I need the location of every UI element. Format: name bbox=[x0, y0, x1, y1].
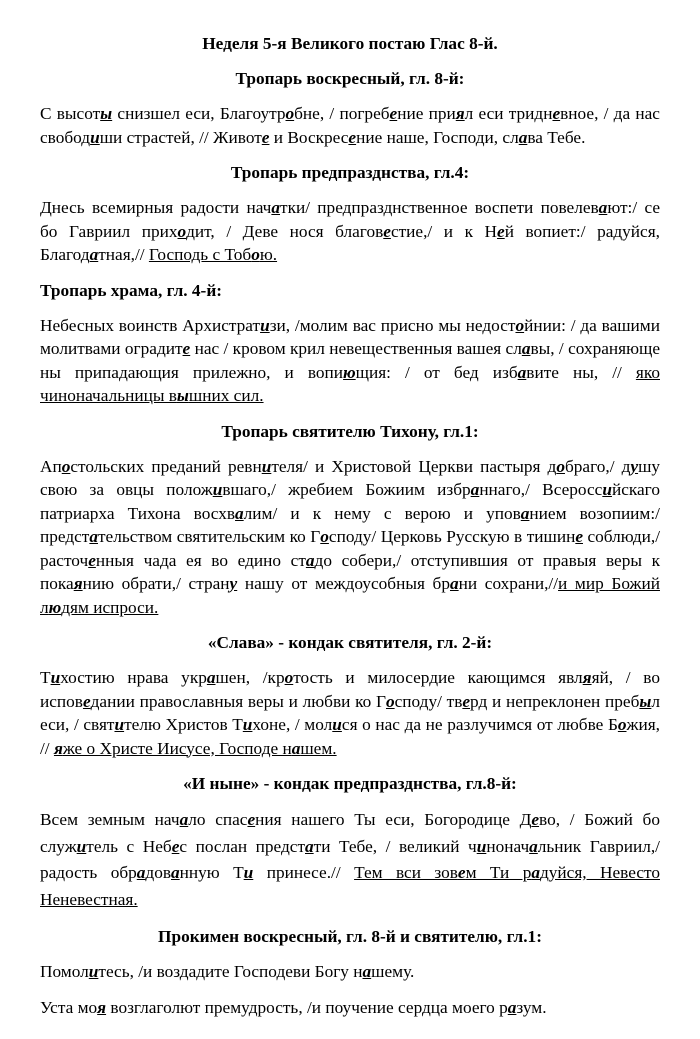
text-run: браго,/ д bbox=[564, 456, 631, 476]
text-run: тость и милосердие кающимся явл bbox=[293, 668, 583, 687]
stress-mark: а bbox=[507, 997, 517, 1017]
text-run: ния нашего Ты еси, Богородице Д bbox=[255, 810, 532, 829]
stress-mark: е bbox=[389, 104, 398, 123]
section-paragraph bbox=[40, 314, 660, 408]
text-run: возглаголют премудрость, /и поучение сердца моего р bbox=[106, 997, 508, 1017]
text-run: ти Тебе, / великий ч bbox=[313, 836, 477, 856]
stress-mark: о bbox=[61, 456, 71, 476]
text-run: жия, // bbox=[40, 715, 660, 758]
underlined-text: м Ти р bbox=[465, 863, 532, 882]
stress-mark: а bbox=[89, 527, 98, 546]
stress-mark: е bbox=[348, 127, 357, 147]
text-run: йнии: / да вашими молитвами оградит bbox=[40, 315, 660, 358]
stress-mark: ю bbox=[343, 362, 356, 382]
text-run: шу свою за овцы полож bbox=[40, 456, 661, 499]
stress-mark: а bbox=[518, 127, 528, 147]
section-heading: Тропарь воскресный, гл. 8-й: bbox=[235, 69, 465, 88]
document-body bbox=[40, 67, 660, 1019]
stress-mark: е bbox=[497, 221, 505, 241]
text-run: шему. bbox=[371, 962, 415, 981]
stress-mark: о bbox=[320, 527, 329, 546]
text-run: ва Тебе. bbox=[527, 127, 586, 147]
stress-mark: е bbox=[531, 810, 540, 829]
stress-mark: а bbox=[206, 668, 216, 687]
stress-mark: а bbox=[89, 245, 99, 264]
stress-mark: о bbox=[515, 315, 525, 335]
stress-mark: я bbox=[455, 104, 465, 123]
stress-mark: я bbox=[97, 997, 107, 1017]
stress-mark: ю bbox=[48, 597, 62, 617]
text-run: ние наше, Господи, сл bbox=[356, 127, 519, 147]
stress-mark: я bbox=[73, 574, 83, 593]
text-run: ни сохрани,// bbox=[458, 574, 559, 593]
text-run: тки/ предпразднственное воспети повелев bbox=[280, 198, 599, 217]
stress-mark: а bbox=[362, 962, 372, 981]
text-run: до собери,/ отступившия от правыя веры к пока bbox=[40, 550, 660, 593]
stress-mark: а bbox=[517, 362, 527, 382]
text-run: Днесь всемирныя радости нач bbox=[40, 198, 272, 217]
text-run: ют:/ се бо Гавриил прих bbox=[40, 198, 660, 241]
stress-mark: и bbox=[76, 836, 87, 856]
stress-mark: а bbox=[470, 480, 480, 499]
text-run: дит, / Деве нося благов bbox=[186, 221, 384, 241]
stress-mark: а bbox=[521, 339, 531, 358]
stress-mark: а bbox=[531, 863, 540, 882]
section-paragraph bbox=[40, 102, 660, 149]
text-run: йскаго патриарха Тихона восхв bbox=[40, 480, 660, 523]
text-run: шен, /кр bbox=[215, 668, 285, 687]
text-run: нию обрати,/ стран bbox=[82, 574, 230, 593]
stress-mark: о bbox=[285, 104, 295, 123]
text-run: сподy/ тв bbox=[394, 691, 463, 711]
underlined-text: Тем вси зов bbox=[354, 863, 458, 882]
stress-mark: а bbox=[305, 550, 315, 570]
section-heading: Тропарь святителю Тихону, гл.1: bbox=[221, 421, 479, 441]
underlined-text: Господь с Тоб bbox=[148, 245, 252, 264]
section-heading: «И ныне» - кондак предпразднства, гл.8-й: bbox=[183, 774, 517, 793]
text-run: лим/ и к нему с верою и упов bbox=[243, 503, 521, 523]
stress-mark: е bbox=[182, 339, 191, 358]
text-run: нонач bbox=[486, 836, 530, 856]
text-run: нную Т bbox=[179, 863, 244, 882]
stress-mark: а bbox=[305, 836, 314, 856]
text-run: л еси, / свят bbox=[40, 691, 660, 734]
text-run: вное, / да нас свобод bbox=[40, 104, 660, 147]
text-run: зум. bbox=[516, 997, 547, 1017]
stress-mark: а bbox=[179, 810, 189, 829]
stress-mark: е bbox=[383, 221, 391, 241]
text-run: ние при bbox=[397, 104, 456, 123]
text-run: Уста мо bbox=[40, 997, 98, 1017]
text-run: телю Христов Т bbox=[124, 715, 243, 734]
stress-mark: и bbox=[476, 836, 487, 856]
stress-mark: е bbox=[575, 527, 583, 546]
text-run: с послан предст bbox=[179, 836, 305, 856]
text-run: вшаго,/ жребием Божиим избр bbox=[222, 480, 471, 499]
text-run: снизшел еси, Благоутр bbox=[112, 104, 286, 123]
stress-mark: о bbox=[251, 245, 260, 264]
stress-mark: о bbox=[617, 715, 627, 734]
underlined-text: шем. bbox=[300, 738, 337, 758]
section-heading: Тропарь храма, гл. 4-й: bbox=[40, 280, 223, 300]
stress-mark: о bbox=[284, 668, 294, 687]
stress-mark: е bbox=[462, 691, 471, 711]
stress-mark: ы bbox=[100, 104, 113, 123]
stress-mark: о bbox=[385, 691, 395, 711]
text-run: ся о нас да не разлучимся от любве Б bbox=[341, 715, 618, 734]
stress-mark: а bbox=[291, 738, 301, 758]
stress-mark: о bbox=[556, 456, 565, 476]
text-run: нас / кровом крил невещественныя вашея сл bbox=[190, 339, 522, 358]
text-run: й вопиет:/ радуйся, Благод bbox=[40, 221, 660, 264]
text-run: Небесных воинств Архистрат bbox=[40, 315, 261, 335]
underlined-text: и мир Божий л bbox=[40, 574, 660, 617]
stress-mark: а bbox=[520, 503, 530, 523]
text-run: теля/ и Христовой Церкви пастыря д bbox=[271, 456, 557, 476]
text-run: льник Гавриил,/ радость обр bbox=[40, 836, 660, 882]
underlined-text: дуйся, Невесто Неневестная. bbox=[40, 863, 660, 909]
text-run: ши страстей, // Живот bbox=[99, 127, 262, 147]
text-run: вы, / сохраняюще ны припадающия прилежно, и вопи bbox=[40, 339, 660, 382]
text-run: Т bbox=[40, 668, 51, 687]
stress-mark: е bbox=[552, 104, 561, 123]
stress-mark: у bbox=[630, 456, 639, 476]
text-run: Всем земным нач bbox=[40, 810, 180, 829]
text-run: щия: / от бед изб bbox=[355, 362, 518, 382]
stress-mark: о bbox=[177, 221, 187, 241]
text-run: Ап bbox=[40, 456, 62, 476]
underlined-text: ю. bbox=[259, 245, 278, 264]
text-run: хоне, / мол bbox=[252, 715, 333, 734]
stress-mark: е bbox=[247, 810, 256, 829]
text-run: нием возопиим:/ предст bbox=[40, 503, 660, 546]
section-paragraph bbox=[40, 996, 660, 1020]
stress-mark: и bbox=[602, 480, 612, 499]
text-run: л еси тридн bbox=[464, 104, 553, 123]
section-paragraph bbox=[40, 960, 660, 984]
text-run: бне, / погреб bbox=[294, 104, 390, 123]
stress-mark: и bbox=[88, 962, 99, 981]
section-paragraph bbox=[40, 455, 660, 620]
document-title: Неделя 5-я Великого постаю Глас 8-й. bbox=[202, 34, 498, 53]
stress-mark: е bbox=[88, 550, 96, 570]
stress-mark: я bbox=[53, 738, 63, 758]
stress-mark: а bbox=[171, 863, 180, 882]
text-run: тная,// bbox=[98, 245, 149, 264]
stress-mark: а bbox=[271, 198, 281, 217]
section-paragraph bbox=[40, 807, 660, 913]
stress-mark: е bbox=[261, 127, 270, 147]
text-run: нныя чада ея во едино ст bbox=[95, 550, 306, 570]
stress-mark: и bbox=[90, 127, 100, 147]
stress-mark: у bbox=[229, 574, 238, 593]
text-run: хостию нрава укр bbox=[60, 668, 207, 687]
stress-mark: и bbox=[50, 668, 61, 687]
text-run: дании православныя веры и любви ко Г bbox=[90, 691, 386, 711]
text-run: соблюди,/ расточ bbox=[40, 527, 660, 570]
text-run: принесе.// bbox=[253, 863, 355, 882]
section-heading: Прокимен воскресный, гл. 8-й и святителю, гл.1: bbox=[158, 927, 542, 946]
text-run: ннаго,/ Всеросс bbox=[479, 480, 603, 499]
section-heading: Тропарь предпразднства, гл.4: bbox=[230, 163, 470, 182]
text-run: во, / Божий бо служ bbox=[40, 810, 660, 856]
stress-mark: и bbox=[261, 456, 272, 476]
text-run: тель с Неб bbox=[86, 836, 172, 856]
text-run: яй, / во испов bbox=[40, 668, 660, 711]
section-paragraph bbox=[40, 196, 660, 267]
stress-mark: е bbox=[457, 863, 466, 882]
text-run: вите ны, // bbox=[526, 362, 636, 382]
stress-mark: ы bbox=[639, 691, 652, 711]
text-run: и Воскрес bbox=[269, 127, 349, 147]
stress-mark: е bbox=[171, 836, 180, 856]
text-run: сподy/ Церковь Русскую в тишин bbox=[328, 527, 576, 546]
stress-mark: и bbox=[242, 715, 253, 734]
stress-mark: а bbox=[235, 503, 244, 523]
stress-mark: а bbox=[136, 863, 146, 882]
stress-mark: и bbox=[212, 480, 223, 499]
stress-mark: е bbox=[82, 691, 91, 711]
stress-mark: я bbox=[582, 668, 592, 687]
text-run: стие,/ и к Н bbox=[390, 221, 498, 241]
stress-mark: а bbox=[449, 574, 459, 593]
underlined-text: шних сил. bbox=[188, 386, 264, 405]
text-run: Помол bbox=[40, 962, 89, 981]
stress-mark: и bbox=[114, 715, 125, 734]
stress-mark: и bbox=[260, 315, 270, 335]
text-run: тесь, /и воздадите Господеви Богу н bbox=[98, 962, 363, 981]
underlined-text: дям испроси. bbox=[61, 597, 159, 617]
underlined-text: же о Христе Иисусе, Господе н bbox=[62, 738, 292, 758]
section-heading: «Слава» - кондак святителя, гл. 2-й: bbox=[207, 633, 493, 652]
text-run: тельством святительским ко Г bbox=[98, 527, 321, 546]
section-paragraph bbox=[40, 666, 660, 760]
stress-mark: а bbox=[529, 836, 538, 856]
text-run: стольских преданий ревн bbox=[70, 456, 262, 476]
text-run: зи, /молим вас присно мы недост bbox=[269, 315, 516, 335]
stress-mark: ы bbox=[176, 386, 189, 405]
text-run: нашу от междоусобныя бр bbox=[237, 574, 450, 593]
stress-mark: и bbox=[332, 715, 342, 734]
text-run: дов bbox=[145, 863, 171, 882]
stress-mark: и bbox=[243, 863, 254, 882]
text-run: С высот bbox=[40, 104, 101, 123]
text-run: ло спас bbox=[188, 810, 248, 829]
text-run: рд и непреклонен преб bbox=[470, 691, 640, 711]
underlined-text: яко чиноначальницы в bbox=[40, 362, 660, 405]
stress-mark: а bbox=[598, 198, 608, 217]
